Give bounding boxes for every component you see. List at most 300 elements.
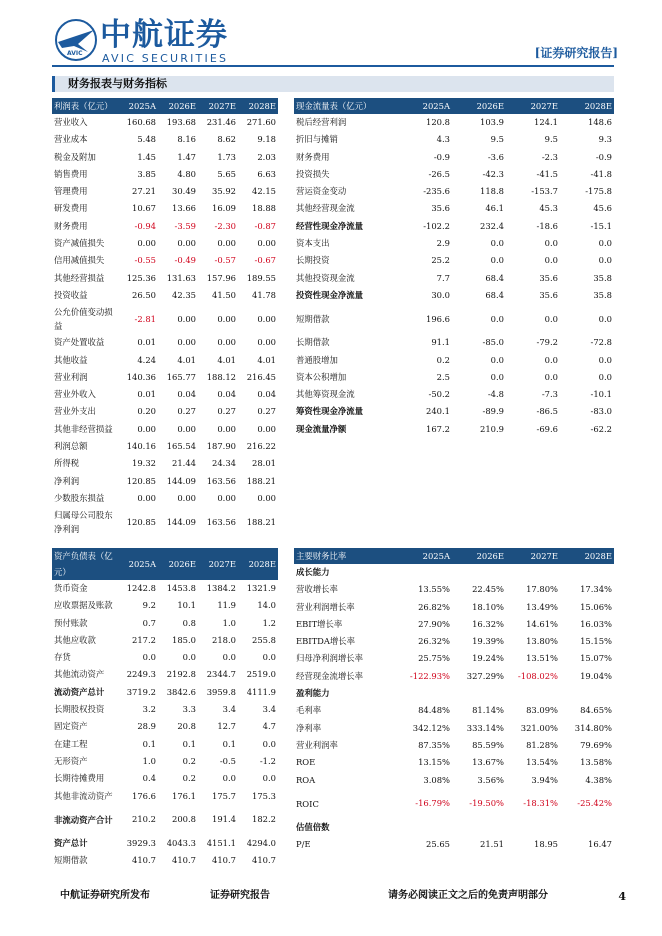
avic-logo-icon [54, 18, 98, 62]
cell-value: 22.45% [472, 584, 504, 595]
table-row [52, 200, 278, 217]
cell-value: 13.66 [172, 203, 196, 214]
header-divider [52, 65, 614, 67]
cell-value: 26.32% [418, 636, 450, 647]
table-row [294, 252, 614, 269]
cell-value: 0.01 [137, 337, 156, 348]
table-row [294, 650, 614, 667]
row-label: 流动资产总计 [54, 686, 105, 697]
table-row [294, 166, 614, 183]
table-row [52, 252, 278, 269]
cashflow-statement-table [294, 98, 614, 438]
cell-value [398, 685, 452, 702]
cell-value: -83.0 [590, 406, 612, 417]
cell-value: 13.54% [526, 757, 558, 768]
table-row [52, 632, 278, 649]
cell-value: -2.3 [541, 151, 558, 162]
table-row [52, 597, 278, 614]
cell-value: 18.88 [252, 203, 276, 214]
cell-value: 12.7 [217, 721, 236, 732]
cell-value: -235.6 [423, 186, 450, 197]
table-row [52, 369, 278, 386]
cell-value: 21.51 [480, 839, 504, 850]
income-statement-table [52, 98, 278, 537]
cell-value: -85.0 [482, 337, 504, 348]
row-label: 财务费用 [54, 220, 88, 231]
cell-value: 2.03 [257, 151, 276, 162]
cell-value: 91.1 [431, 337, 450, 348]
cell-value: 18.10% [472, 601, 504, 612]
cell-value: 0.0 [544, 255, 558, 266]
table-row [294, 819, 614, 836]
cell-value: 4111.9 [246, 686, 276, 697]
cell-value: 41.50 [212, 289, 236, 300]
cell-value: 131.63 [166, 272, 196, 283]
row-label: 营业利润率 [296, 739, 338, 750]
cell-value: 3.08% [423, 774, 450, 785]
table-header-year: 2026E [452, 98, 506, 114]
cell-value: 0.0 [544, 313, 558, 324]
cell-value: 188.21 [246, 516, 276, 527]
cell-value: 333.14% [466, 722, 504, 733]
cell-value: 0.0 [222, 773, 236, 784]
table-header-row [52, 548, 278, 580]
cell-value: 321.00% [520, 722, 558, 733]
cell-value: 5.48 [137, 134, 156, 145]
cell-value: 0.0 [490, 313, 504, 324]
table-row [294, 789, 614, 819]
cell-value: 84.48% [418, 705, 450, 716]
row-label: 资本支出 [296, 238, 330, 249]
cell-value: 68.4 [485, 272, 504, 283]
table-row [52, 455, 278, 472]
cell-value: 4.01 [217, 354, 236, 365]
row-label: 长期股权投资 [54, 704, 105, 715]
cell-value [560, 685, 614, 702]
cell-value: 1.45 [137, 151, 156, 162]
cell-value: 81.14% [472, 705, 504, 716]
cell-value: -0.9 [433, 151, 450, 162]
cell-value: 0.1 [222, 738, 236, 749]
table-row [52, 701, 278, 718]
cell-value: 157.96 [206, 272, 236, 283]
table-header-title: 利润表（亿元） [52, 98, 118, 114]
cell-value: 16.47 [588, 839, 612, 850]
table-row [52, 334, 278, 351]
cell-value: 16.09 [212, 203, 236, 214]
logo-chinese-name: 中航证券 [100, 17, 228, 53]
table-row [294, 287, 614, 304]
cell-value: 0.20 [137, 406, 156, 417]
cell-value: 124.1 [534, 117, 558, 127]
cell-value: 0.01 [137, 389, 156, 400]
table-header-year: 2026E [158, 548, 198, 580]
cell-value: 10.1 [177, 600, 196, 611]
cell-value: 17.34% [580, 584, 612, 595]
cell-value: 148.6 [588, 117, 612, 127]
table-row [52, 218, 278, 235]
table-row [52, 352, 278, 369]
table-header-title: 现金流量表（亿元） [294, 98, 398, 114]
cell-value: 45.6 [593, 203, 612, 214]
cell-value: -102.2 [423, 220, 450, 231]
cell-value: 0.00 [257, 238, 276, 249]
cell-value: 27.90% [418, 618, 450, 629]
row-label: 管理费用 [54, 186, 88, 197]
cell-value: 46.1 [485, 203, 504, 214]
cell-value: 0.0 [598, 313, 612, 324]
table-header-year: 2027E [198, 548, 238, 580]
cell-value: 0.00 [257, 337, 276, 348]
cell-value: 19.39% [472, 636, 504, 647]
cell-value: 271.60 [246, 117, 276, 127]
row-label: 成长能力 [296, 567, 330, 577]
cell-value: 0.0 [490, 255, 504, 266]
cell-value: 160.68 [126, 117, 156, 127]
cell-value: 0.2 [182, 755, 196, 766]
row-label: 经营性现金净流量 [296, 220, 363, 231]
cell-value: 0.00 [177, 313, 196, 324]
cell-value [560, 564, 614, 581]
table-row [52, 131, 278, 148]
cell-value: 26.50 [132, 289, 156, 300]
footer-disclaimer: 请务必阅读正文之后的免责声明部分 [388, 890, 548, 901]
cell-value: 3929.3 [126, 837, 156, 848]
cell-value: 13.58% [580, 757, 612, 768]
cell-value: 20.8 [177, 721, 196, 732]
table-row [52, 270, 278, 287]
cell-value: 189.55 [246, 272, 276, 283]
table-row [52, 788, 278, 805]
cell-value: 13.51% [526, 653, 558, 664]
row-label: 其他应收款 [54, 634, 96, 645]
cell-value: 0.8 [182, 617, 196, 628]
cell-value: 120.85 [126, 475, 156, 486]
cell-value: 16.03% [580, 618, 612, 629]
cell-value: 27.21 [132, 186, 156, 197]
cell-value: 0.00 [137, 492, 156, 503]
row-label: 长期借款 [296, 337, 330, 348]
row-label: 其他投资现金流 [296, 272, 355, 283]
cell-value: 125.36 [126, 272, 156, 283]
table-row [294, 235, 614, 252]
row-label: 现金流量净额 [296, 423, 347, 434]
cell-value: 28.9 [137, 721, 156, 732]
cell-value: -0.87 [254, 220, 276, 231]
cell-value: -69.6 [536, 423, 558, 434]
table-header-year: 2028E [560, 548, 614, 564]
row-label: ROIC [296, 798, 319, 809]
row-label: 资产总计 [54, 837, 88, 848]
cell-value: 231.46 [206, 117, 236, 127]
cell-value: -0.5 [219, 755, 236, 766]
cell-value: 4.38% [585, 774, 612, 785]
table-row [294, 183, 614, 200]
row-label: 估值倍数 [296, 821, 330, 832]
table-row [294, 334, 614, 351]
row-label: 货币资金 [54, 583, 88, 593]
cell-value: 0.00 [137, 238, 156, 249]
table-header-year: 2026E [158, 98, 198, 114]
cell-value: 30.0 [431, 289, 450, 300]
cell-value: 1453.8 [166, 583, 196, 593]
cell-value: 0.0 [262, 773, 276, 784]
cell-value: 5.65 [217, 168, 236, 179]
cell-value: -153.7 [531, 186, 558, 197]
cell-value: 16.32% [472, 618, 504, 629]
row-label: 应收票据及账款 [54, 600, 113, 611]
cell-value: 118.8 [480, 186, 504, 197]
cell-value: 0.00 [177, 337, 196, 348]
row-label: 少数股东损益 [54, 492, 105, 503]
cell-value: 8.16 [177, 134, 196, 145]
row-label: 预付账款 [54, 617, 88, 628]
cell-value: 4.24 [137, 354, 156, 365]
cell-value: -2.30 [214, 220, 236, 231]
cell-value: 35.6 [539, 272, 558, 283]
row-label: 短期借款 [296, 314, 330, 325]
cell-value: -26.5 [428, 168, 450, 179]
cell-value: 68.4 [485, 289, 504, 300]
row-label: 资产处置收益 [54, 337, 105, 348]
table-header-year: 2025A [398, 548, 452, 564]
table-row [52, 166, 278, 183]
cell-value: 218.0 [212, 634, 236, 645]
table-row [52, 684, 278, 701]
row-label: 短期借款 [54, 855, 88, 866]
cell-value: 165.54 [166, 441, 196, 452]
row-label: EBITDA增长率 [296, 636, 356, 647]
cell-value: 13.15% [418, 757, 450, 768]
table-row [52, 753, 278, 770]
cell-value: -18.6 [536, 220, 558, 231]
page-header [0, 0, 662, 72]
cell-value: 87.35% [418, 739, 450, 750]
row-label: 其他收益 [54, 354, 88, 365]
table-header-year: 2026E [452, 548, 506, 564]
table-header-year: 2025A [398, 98, 452, 114]
table-header-year: 2028E [560, 98, 614, 114]
cell-value: 176.1 [172, 790, 196, 801]
cell-value: 10.67 [132, 203, 156, 214]
table-header-title: 资产负债表（亿元） [52, 548, 118, 580]
cell-value: 7.7 [436, 272, 450, 283]
table-header-year: 2027E [198, 98, 238, 114]
cell-value: 0.0 [262, 652, 276, 663]
row-label: 投资损失 [296, 168, 330, 179]
cell-value: 25.75% [418, 653, 450, 664]
table-row [294, 304, 614, 334]
cell-value: 0.0 [262, 738, 276, 749]
cell-value: -3.59 [174, 220, 196, 231]
row-label: 信用减值损失 [54, 255, 105, 266]
table-row [294, 668, 614, 685]
row-label: 营业成本 [54, 134, 88, 145]
table-header-year: 2025A [118, 548, 158, 580]
table-header-row [294, 548, 614, 564]
cell-value [398, 819, 452, 836]
row-label: 折旧与摊销 [296, 134, 338, 145]
cell-value: -0.49 [174, 255, 196, 266]
table-row [52, 490, 278, 507]
cell-value: -0.94 [134, 220, 156, 231]
table-row [52, 666, 278, 683]
cell-value: 1.47 [177, 151, 196, 162]
row-label: 普通股增加 [296, 354, 338, 365]
table-row [294, 616, 614, 633]
cell-value: 0.04 [217, 389, 236, 400]
cell-value: 83.09% [526, 705, 558, 716]
cell-value: 0.00 [257, 313, 276, 324]
table-row [52, 852, 278, 869]
table-row [294, 114, 614, 131]
cell-value: 232.4 [480, 220, 504, 231]
cell-value: -0.67 [254, 255, 276, 266]
cell-value: 26.82% [418, 601, 450, 612]
cell-value: 84.65% [580, 705, 612, 716]
cell-value: 3.94% [531, 774, 558, 785]
cell-value: -50.2 [428, 389, 450, 400]
cell-value: -86.5 [536, 406, 558, 417]
cell-value: 3959.8 [206, 686, 236, 697]
table-row [52, 183, 278, 200]
cell-value: 9.5 [490, 134, 504, 145]
cell-value: 15.06% [580, 601, 612, 612]
cell-value: 0.00 [217, 238, 236, 249]
cell-value: 0.0 [142, 652, 156, 663]
cell-value: -175.8 [585, 186, 612, 197]
cell-value: -0.55 [134, 255, 156, 266]
cell-value: 103.9 [480, 117, 504, 127]
table-row [52, 421, 278, 438]
cell-value: 42.35 [172, 289, 196, 300]
cell-value: 196.6 [426, 313, 450, 324]
row-label: 固定资产 [54, 721, 88, 732]
cell-value: -2.81 [134, 313, 156, 324]
cell-value: 3.4 [262, 704, 276, 715]
cell-value: 410.7 [132, 855, 156, 866]
cell-value: -41.5 [536, 168, 558, 179]
cell-value: 1384.2 [206, 583, 236, 593]
row-label: 营业外支出 [54, 406, 96, 417]
cell-value: 2344.7 [206, 669, 236, 680]
cell-value: 0.00 [217, 423, 236, 434]
cell-value: 216.22 [246, 441, 276, 452]
cell-value: 13.55% [418, 584, 450, 595]
cell-value: 42.15 [252, 186, 276, 197]
cell-value: 342.12% [412, 722, 450, 733]
cell-value: -25.42% [577, 798, 612, 809]
table-row [52, 235, 278, 252]
cell-value: 210.2 [132, 814, 156, 825]
cell-value: 0.00 [217, 313, 236, 324]
row-label: 资产减值损失 [54, 238, 105, 249]
cell-value: 0.04 [257, 389, 276, 400]
cell-value: 2249.3 [126, 669, 156, 680]
row-label: 研发费用 [54, 203, 88, 214]
row-label: 其他流动资产 [54, 669, 105, 680]
cell-value: 2.9 [436, 238, 450, 249]
row-label: 营业外收入 [54, 389, 96, 400]
cell-value: 210.9 [480, 423, 504, 434]
cell-value: 0.27 [217, 406, 236, 417]
cell-value: 2.5 [436, 371, 450, 382]
cell-value [452, 819, 506, 836]
cell-value: 25.65 [426, 839, 450, 850]
table-row [294, 737, 614, 754]
cell-value: 140.16 [126, 441, 156, 452]
cell-value: -4.8 [487, 389, 504, 400]
table-row [294, 633, 614, 650]
row-label: EBIT增长率 [296, 618, 343, 629]
cell-value: 81.28% [526, 739, 558, 750]
footer-publisher: 中航证券研究所发布 [60, 890, 150, 901]
cell-value: 25.2 [431, 255, 450, 266]
report-type-tag: [证券研究报告] [534, 46, 618, 60]
cell-value: 200.8 [172, 814, 196, 825]
row-label: 营业收入 [54, 117, 88, 127]
cell-value: 35.92 [212, 186, 236, 197]
cell-value: -41.8 [590, 168, 612, 179]
table-row [294, 772, 614, 789]
row-label: 利润总额 [54, 441, 88, 452]
row-label: ROE [296, 757, 316, 768]
table-row [52, 438, 278, 455]
table-header-row [52, 98, 278, 114]
cell-value: 240.1 [426, 406, 450, 417]
cell-value: 9.2 [142, 600, 156, 611]
balance-sheet-table [52, 548, 278, 869]
cell-value: -3.6 [487, 151, 504, 162]
table-row [294, 702, 614, 719]
cell-value: 15.07% [580, 653, 612, 664]
cell-value: 3719.2 [126, 686, 156, 697]
cell-value: 0.27 [257, 406, 276, 417]
cell-value: 255.8 [252, 634, 276, 645]
row-label: 其他筹资现金流 [296, 389, 355, 400]
row-label: 长期投资 [296, 255, 330, 266]
cell-value: -7.3 [541, 389, 558, 400]
cell-value: -10.1 [590, 389, 612, 400]
cell-value: 410.7 [252, 855, 276, 866]
table-row [294, 270, 614, 287]
cell-value: 0.00 [217, 492, 236, 503]
cell-value: 13.67% [472, 757, 504, 768]
cell-value: 0.00 [257, 492, 276, 503]
table-row [294, 564, 614, 581]
cell-value [506, 819, 560, 836]
row-label: 销售费用 [54, 168, 88, 179]
table-row [52, 649, 278, 666]
cell-value: 3.4 [222, 704, 236, 715]
cell-value: 3.56% [477, 774, 504, 785]
cell-value: 193.68 [166, 117, 196, 127]
cell-value: 0.2 [182, 773, 196, 784]
row-label: 其他经营现金流 [296, 203, 355, 214]
cell-value: 0.00 [257, 423, 276, 434]
cell-value: -79.2 [536, 337, 558, 348]
cell-value: 410.7 [172, 855, 196, 866]
table-row [294, 581, 614, 598]
cell-value: 13.49% [526, 601, 558, 612]
row-label: 税金及附加 [54, 151, 96, 162]
cell-value: 19.04% [580, 670, 612, 681]
cell-value: 175.3 [252, 790, 276, 801]
row-label: 盈利能力 [296, 688, 330, 699]
row-label: 营业利润 [54, 371, 88, 382]
table-row [294, 720, 614, 737]
cell-value: 167.2 [426, 423, 450, 434]
